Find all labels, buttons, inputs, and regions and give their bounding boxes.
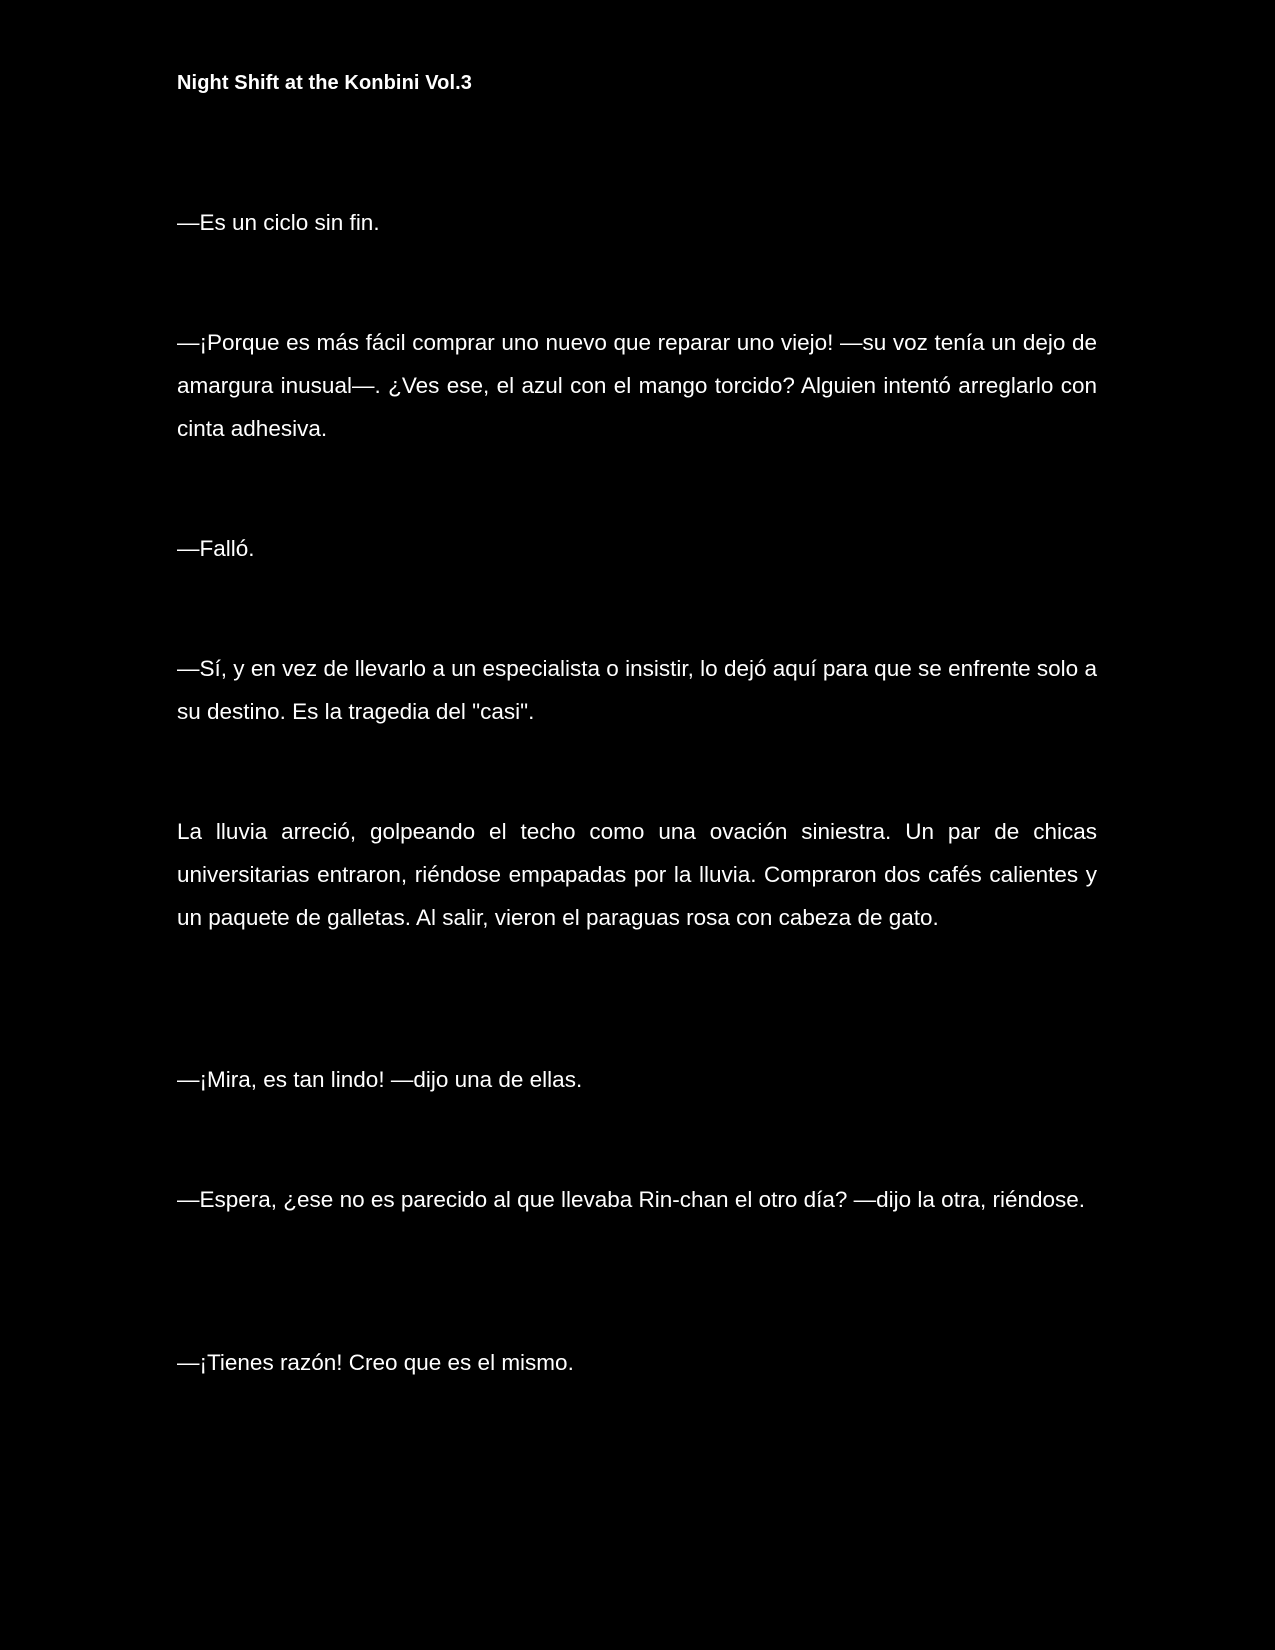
paragraph-1: —Es un ciclo sin fin.	[177, 210, 380, 235]
paragraph-3: —Falló.	[177, 536, 255, 561]
paragraph-8: —¡Tienes razón! Creo que es el mismo.	[177, 1350, 574, 1375]
document-page	[177, 0, 1097, 1650]
paragraph-5: La lluvia arreció, golpeando el techo como una ovación siniestra. Un par de chicas universitarias entraron, riéndose empapadas por la lluvia. Compraron dos cafés calientes y un paquete de galletas. Al salir, vieron el paraguas rosa con cabeza de gato.	[177, 819, 1097, 930]
paragraph-7: —Espera, ¿ese no es parecido al que llevaba Rin-chan el otro día? —dijo la otra, riéndose.	[177, 1187, 1086, 1212]
paragraph-4: —Sí, y en vez de llevarlo a un especialista o insistir, lo dejó aquí para que se enfrente solo a su destino. Es la tragedia del "casi".	[177, 656, 1097, 724]
paragraph-2: —¡Porque es más fácil comprar uno nuevo que reparar uno viejo! —su voz tenía un dejo de amargura inusual—. ¿Ves ese, el azul con el mango torcido? Alguien intentó arreglarlo con cinta adhesiva.	[177, 330, 1097, 441]
paragraph-6: —¡Mira, es tan lindo! —dijo una de ellas.	[177, 1067, 583, 1092]
running-header: Night Shift at the Konbini Vol.3	[177, 72, 473, 94]
